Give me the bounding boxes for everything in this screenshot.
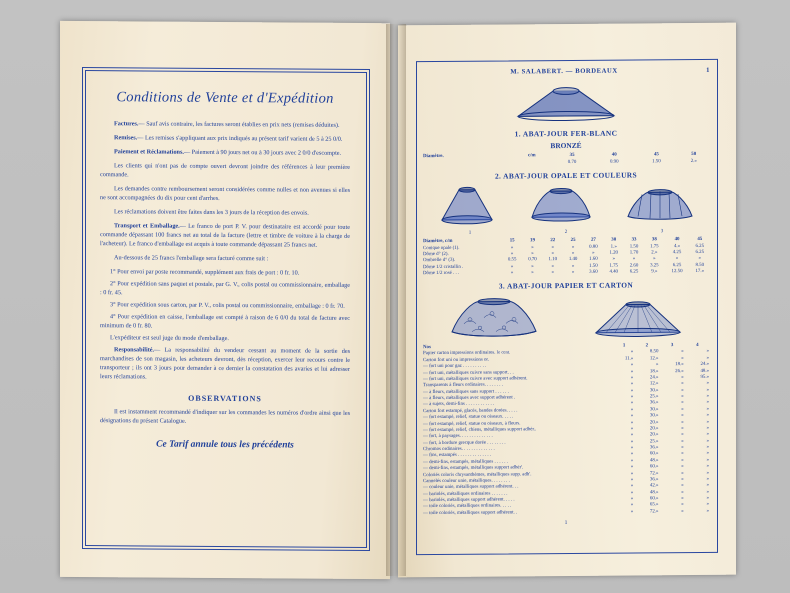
carton-row-10-v1: 30.» [649,413,659,419]
carton-row-7-label: — à fleurs, métalliques avec support adhérent . [423,395,516,402]
opale-row-1-v7: 2.» [651,250,658,256]
opale-row-0-v8: 4.» [673,243,681,249]
dim-label: Diamètre. [423,154,444,160]
numbered-item-4: 4° Pour expédition en caisse, l'emballage est compté à raison de 6 0/0 du total de facture avec minimum de 0 fr. 80. [100,312,350,330]
carton-row-25-v3: » [706,508,709,514]
carton-row-16-label: — fins, estampés . . . . . . . . . . . . . . [423,452,492,459]
opale-row-0-v4: 0.80 [589,244,598,250]
section-2-number: 2. [494,171,502,181]
text-paiement: — Paiement à 90 jours net ou à 30 jours avec 2 0/0 d'escompte. [183,148,342,157]
price-2: 0.90 [609,159,619,165]
table-row [422,509,710,518]
carton-row-13-v2: » [681,432,684,438]
figures-opale [422,182,710,230]
text-remises: — Les remises s'appliquant aux prix indiqués au présent tarif varient de 5 à 25 0/0. [137,134,343,143]
carton-row-7-v2: » [681,394,684,400]
carton-row-19-v1: 72.» [649,470,659,476]
carton-row-4-v2: » [681,374,684,380]
carton-row-2-v0: » [630,362,634,368]
carton-row-20-v2: » [681,476,684,482]
opale-row-2-v5: » [612,256,615,262]
figure-captions-opale [422,229,710,238]
text-emballage-intro: Au-dessous de 25 francs l'emballage sera facturé comme suit : [114,254,269,263]
carton-row-14-v2: » [681,438,684,444]
carton-row-10-v0: » [630,413,634,419]
carton-row-6-v0: » [630,388,634,394]
carton-row-22-v1: 48.» [649,489,659,495]
opale-row-2-v0: 0.55 [507,257,517,263]
carton-row-12-v2: » [681,425,684,431]
section-1-title [422,128,710,140]
carton-row-6-label: — à fleurs, métalliques sans support . . . . . . [423,389,509,395]
carton-row-13-v0: » [630,432,634,438]
opale-row-2-v4: 1.60 [589,257,598,263]
opale-col-5: 27 [590,237,596,243]
paragraph-reclamations [100,208,350,219]
carton-row-18-label: — demi-fins, estampés, métalliques support adhér'. [423,465,524,472]
carton-row-2-v3: 24.» [700,362,709,368]
opale-row-0-v5: 1.» [610,244,617,250]
table-row [422,269,710,278]
carton-col-3: 3 [670,343,674,349]
opale-row-4-label: Dôme 1/2 rosé . . . [423,270,460,277]
opale-row-4-v8: 12.50 [671,269,683,275]
dim-col-3: 45 [653,152,659,158]
carton-row-19-v2: » [681,470,684,476]
section-1-number: 1. [514,129,522,139]
carton-row-1-v2: » [681,355,684,361]
carton-row-25-v0: » [630,509,634,515]
carton-row-12-v0: » [630,426,634,432]
carton-row-9-v0: » [630,407,634,413]
text-references: Les clients qui n'ont pas de compte ouvert devront joindre des références à leur première commande. [100,162,350,179]
carton-row-0-v0: » [630,349,634,355]
carton-row-17-label: — demi-fins, estampés, métalliques . . . . . . [423,459,508,465]
dim-col-1: 35 [569,153,575,159]
opale-row-3-v0: » [510,264,514,270]
fig-caption-3: 3 [660,228,664,234]
price-4: 2.» [690,158,697,164]
carton-row-23-label: — bariolés, métalliques support adhérent. . . . . [423,497,515,504]
dim-col-4: 50 [691,152,697,158]
opale-col-1: 15 [509,238,515,244]
carton-row-1-v3: » [706,355,709,361]
carton-row-11-v2: » [681,419,684,425]
opale-row-4-v3: » [571,269,575,275]
running-head: M. SALABERT. — BORDEAUX [510,67,618,76]
opale-row-3-v2: » [551,263,554,269]
carton-row-15-v1: 36.» [649,445,659,451]
opale-row-1-v2: » [551,250,554,257]
opale-row-2-v8: » [675,256,679,262]
carton-row-21-label: — couleur unie, métalliques support adhérent. . . [423,484,519,491]
carton-row-14-label: — fort, à bordure grecque dorée . . . . . . . . [423,440,506,446]
observations-heading: OBSERVATIONS [188,393,262,403]
paragraph-emballage-intro [100,254,350,265]
opale-row-3-v6: 2.60 [629,263,639,269]
carton-row-7-v3: » [706,393,709,399]
text-reclamations: Les réclamations doivent être faites dans les 3 jours de la réception des envois. [114,208,309,217]
abat-jour-dome-icon [522,182,600,229]
carton-row-15-v2: » [681,445,684,451]
opale-row-1-v9: 6.25 [695,249,705,255]
opale-row-3-label: Dôme 1/2 cristallin . [423,264,464,270]
carton-row-1-v0: 11.» [624,356,634,362]
carton-row-0-v3: » [706,349,709,355]
opale-row-1-label: Dôme d° (2). [423,251,449,258]
abat-jour-fer-blanc-icon [512,82,620,123]
abat-jour-ombrelle-icon [620,182,700,229]
carton-row-9-v2: » [681,406,684,412]
opale-row-2-v7: » [653,256,656,262]
lead-paiement: Paiement et Réclamations. [114,148,184,156]
opale-row-4-v5: 4.40 [609,269,618,275]
paragraph-responsabilite [100,346,350,384]
section-3-title [422,280,710,292]
tariff-footer: Ce Tarif annule tous les précédents [156,439,294,451]
carton-row-3-label: — fort uni, métalliques cuivre sans support. . . [423,369,514,376]
opale-row-3-v1: » [531,263,534,269]
paragraph-transport [100,222,350,251]
carton-row-20-v1: 36.» [649,477,659,483]
opale-row-0-v3: » [571,244,575,250]
figures-papier-carton [422,292,710,344]
opale-row-4-v7: 9.» [651,269,658,275]
carton-row-3-v2: 26.» [675,368,684,374]
carton-row-22-v0: » [630,490,634,496]
carton-row-10-v3: » [706,413,709,419]
opale-col-9: 40 [674,237,680,243]
carton-row-14-v1: 25.» [649,438,659,444]
opale-row-1-v6: 1.70 [629,250,639,256]
opale-row-4-v1: » [531,270,534,276]
carton-col-1: 1 [622,343,626,349]
carton-col-4: 4 [696,342,699,349]
carton-row-12-v1: 20.» [649,426,659,432]
carton-row-6-v1: 30.» [649,387,659,393]
carton-row-20-v0: » [630,477,634,483]
carton-row-20-v3: » [706,476,709,482]
opale-row-3-v8: 6.25 [672,262,682,268]
numbered-item-1: 1° Pour envoi par poste recommandé, supplément aux frais de port : 0 fr. 10. [110,268,300,277]
opale-row-4-v2: » [551,270,554,276]
carton-row-0-note: le cent. [496,350,511,356]
opale-col-2: 19 [530,238,535,244]
opale-row-3-v3: » [571,263,575,269]
opale-col-3: 22 [550,238,556,244]
carton-row-19-label: Coloriés coloris chrysanthèmes, métalliques supp. adh'. [423,471,532,478]
carton-row-5-v1: 12.» [649,381,659,387]
carton-row-4-v3: 95.» [700,374,709,380]
carton-row-14-v0: » [630,439,634,445]
section-1-subtitle: BRONZÉ [550,140,582,150]
section-2-name: ABAT-JOUR OPALE ET COULEURS [503,170,638,181]
carton-row-13-v1: 20.» [649,432,659,438]
carton-row-17-v2: » [681,457,684,463]
opale-row-0-v1: » [531,244,534,250]
opale-row-1-v5: 1.20 [609,250,618,256]
dim-col-2: 40 [611,152,617,158]
table-papier-carton [422,343,710,517]
carton-row-10-label: — fort estampé, relief, statue ou oiseaux. . . . . [423,414,514,421]
opale-col-10: 45 [697,237,703,243]
opale-row-0-v9: 6.25 [695,243,705,249]
carton-row-4-v0: » [630,375,634,381]
numbered-item-5: L'expéditeur est seul juge du mode d'emballage. [110,333,229,342]
opale-row-4-v0: » [510,270,514,276]
section-3-name: ABAT-JOUR PAPIER ET CARTON [507,280,634,291]
opale-row-0-v2: » [551,244,554,250]
carton-row-15-label: Chromos ordinaires. . . . . . . . . . . . . . [423,446,495,453]
paragraph-factures [100,120,350,131]
carton-row-23-v0: » [630,496,634,502]
abat-jour-carton-plisse-icon [588,292,688,343]
opale-row-0-v7: 1.75 [650,243,659,249]
carton-row-0-v2: » [681,349,684,355]
carton-row-8-v1: 36.» [649,400,659,406]
conditions-text-block [90,75,360,549]
section-3-number: 3. [498,281,506,291]
carton-row-19-v0: » [630,470,634,477]
opale-row-4-v6: 6.25 [629,269,639,275]
opale-row-2-v6: » [632,256,636,262]
right-page-content [398,23,736,578]
carton-row-14-v3: » [706,438,709,444]
carton-row-5-v0: » [630,381,634,387]
carton-row-24-v0: » [630,502,634,508]
carton-row-10-v2: » [681,413,684,419]
numbered-item-3: 3° Pour expédition sous carton, par P. V., colis postal ou commissionnaire, emballage : 0 fr. 70. [110,300,345,310]
carton-row-25-v1: 72.» [649,509,659,515]
carton-row-8-label: — à sujets, demi-fins . . . . . . . . . . . . [423,401,495,408]
carton-row-5-v3: » [706,381,709,387]
paragraph-remboursement [100,185,350,205]
carton-row-0-v1: 8.50 [649,349,659,355]
carton-row-21-v1: 42.» [649,483,659,489]
carton-row-24-v2: » [681,502,684,508]
carton-row-1-label: Carton fort uni ou impressions or. [423,357,490,363]
table-opale [422,237,710,278]
opale-row-1-v3: » [571,250,575,256]
section-2-title [422,170,710,182]
carton-row-22-v2: » [681,489,684,495]
carton-col-2: 2 [645,343,649,349]
carton-row-15-v0: » [630,445,634,451]
carton-row-23-v1: 60.» [649,496,659,502]
carton-row-22-v3: » [706,489,709,495]
carton-row-16-v1: 60.» [649,451,659,457]
carton-row-6-v3: » [706,387,709,393]
opale-row-1-v1: » [531,251,534,257]
text-responsabilite: — La responsabilité du vendeur cessant au moment de la sortie des marchandises de son magasin, les acheteurs devront, dès réception, exercer leur recours contre le transporteur ; ils ont 3 jours pour demander à ce dernier la constatation des avaries et lui adresser leurs réclamations. [100,346,350,381]
carton-row-18-v3: » [706,464,709,470]
carton-row-24-v1: 65.» [649,502,659,508]
price-1: 0.70 [567,159,577,165]
carton-row-12-label: — fort estampé, relief, chiens, métalliques support adhér.. [423,427,537,434]
opale-row-2-v1: 0.70 [528,257,537,263]
opale-col-8: 38 [651,237,657,243]
carton-row-4-label: — fort uni, métalliques cuivre avec support adhérent. [423,376,528,383]
carton-row-5-label: Transparents à fleurs ordinaires. . . . . . . . [423,382,503,389]
opale-col-header: Diamètre, c/m [423,239,453,245]
price-3: 1.50 [652,158,661,164]
catalogue-body [422,79,710,547]
abat-jour-papier-decor-icon [444,293,544,344]
carton-row-17-v3: » [706,457,709,463]
carton-row-23-v3: » [706,495,709,501]
opale-row-1-v0: » [510,251,514,257]
carton-row-4-v1: 24.» [649,375,659,381]
page-number-bottom: 1 [564,520,568,527]
lead-responsabilite: Responsabilité. [114,345,155,354]
figure-fer-blanc [422,81,710,126]
carton-row-13-v3: » [706,432,709,438]
carton-row-19-v3: » [706,470,709,476]
carton-row-25-label: — toile coloriés, métalliques support adhérent. . [423,510,518,516]
carton-row-9-v1: 30.» [649,407,659,413]
opale-col-6: 30 [611,237,617,243]
paragraph-paiement [100,148,350,159]
page-title: Conditions de Vente et d'Expédition [116,89,334,107]
carton-row-5-v2: » [681,381,684,387]
carton-row-17-v1: 48.» [649,458,659,464]
carton-row-2-v2: 18.» [675,362,684,368]
carton-row-2-v1: » [656,362,659,368]
opale-row-2-v9: » [698,256,701,262]
opale-row-3-v9: 8.50 [695,262,705,268]
opale-row-2-label: Ombrelle d° (3). [423,258,456,264]
opale-row-4-v4: 3.60 [589,269,598,275]
opale-row-3-v7: 3.25 [650,262,659,268]
carton-row-11-v3: » [706,419,709,425]
carton-row-17-v0: » [630,458,634,464]
carton-row-21-v2: » [681,483,684,489]
opale-row-0-v6: 1.50 [629,243,639,250]
carton-row-8-v2: » [681,400,684,406]
carton-row-13-label: — fort, à paysages. . . . . . . . . . . . . . [423,433,493,440]
carton-row-9-label: Carton fort estampé, glacés, bandes dorées. . . . . [423,408,518,414]
carton-row-18-v1: 60.» [649,464,659,470]
numbered-item-2: 2° Pour expédition sans paquet et postale, par G. V., colis postal ou commissionnaire, emballage : 0 fr. 45. [100,280,350,297]
text-remboursement: Les demandes contre remboursement seront considérées comme nulles et non avenues si elles ne sont accompagnées du dix pour cent d'arrhes. [100,185,350,202]
carton-row-2-label: — fort uni pour gaz . . . . . . . . . . [423,363,487,370]
paragraph-references [100,162,350,182]
lead-remises: Remises. [114,134,138,142]
opale-row-0-label: Conique opale (1). [423,245,460,251]
carton-row-24-label: — toile coloriés, métalliques ordinaires. . . . . [423,503,512,510]
opale-row-2-v3: 1.40 [568,257,578,263]
carton-row-8-v3: » [706,400,709,406]
carton-row-11-label: — fort estampé, relief, statue ou oiseaux, à fleurs. [423,420,521,427]
left-page-content [60,21,390,579]
observations-text: Il est instamment recommandé d'indiquer sur les commandes les numéros d'ordre ainsi que les désignations du présent Catalogue. [100,408,350,425]
carton-row-7-v1: 25.» [649,394,659,400]
carton-row-3-v0: » [630,368,634,375]
carton-row-11-v0: » [630,419,634,426]
section-1-name: ABAT-JOUR FER-BLANC [522,128,618,139]
carton-row-16-v3: » [706,451,709,457]
carton-row-20-label: Cannelés couleur unie, métalliques. . . . . . . . [423,478,510,485]
carton-row-15-v3: » [706,444,709,450]
carton-row-12-v3: » [706,425,709,431]
carton-row-16-v2: » [681,451,684,457]
lead-factures: Factures. [114,120,139,128]
carton-row-21-v3: » [706,483,709,489]
opale-row-0-v0: » [510,244,514,250]
opale-col-7: 33 [631,237,637,243]
paragraph-remises [100,134,350,145]
fig-caption-2: 2 [564,229,568,235]
carton-row-16-v0: » [630,451,634,457]
fig-caption-1: 1 [468,230,472,236]
carton-row-0-label: Papier carton impressions ordinaires. [423,350,496,357]
carton-row-3-v1: 18.» [649,368,659,374]
carton-row-24-v3: » [706,502,709,508]
carton-row-23-v2: » [681,496,684,502]
carton-col-header: Nos [423,345,431,351]
opale-row-1-v8: 4.25 [672,249,682,256]
carton-row-1-v1: 12.» [649,356,659,362]
carton-row-22-label: — bariolés, métalliques ordinaires . . . . . . . [423,491,508,497]
opale-col-4: 25 [570,238,576,244]
opale-row-3-v4: 1.50 [589,263,598,269]
dim-unit: c/m [527,153,536,159]
text-transport: — Le franco de port P. V. pour destinataire est accordé pour toute commande dépassant 100 francs net au total de la facture (lettre et timbre de voiture à la charge de l'acheteur). Le franco d'emballage est acquis à toute commande dépassant 25 francs net. [100,222,350,249]
page-number-top: 1 [706,66,710,74]
lead-transport: Transport et Emballage. [114,222,180,230]
carton-row-7-v0: » [630,394,634,400]
opale-row-3-v5: 1.75 [609,263,618,269]
carton-row-9-v3: » [706,406,709,412]
carton-row-3-v3: 48.» [700,368,709,374]
opale-row-1-v4: » [592,250,595,256]
carton-row-8-v0: » [630,400,634,406]
table-fer-blanc [422,152,710,167]
carton-row-11-v1: 20.» [649,419,659,425]
opale-row-2-v2: 1.10 [548,257,558,263]
carton-row-25-v2: » [681,508,684,514]
carton-row-18-v2: » [681,464,684,470]
carton-row-21-v0: » [630,483,634,489]
carton-row-18-v0: » [630,464,634,470]
table-row [422,159,710,168]
opale-row-4-v9: 17.» [695,268,705,275]
text-factures: — Sauf avis contraire, les factures seront établies en prix nets (remises déduites). [138,120,340,129]
carton-row-6-v2: » [681,387,684,393]
abat-jour-conique-icon [432,183,502,230]
